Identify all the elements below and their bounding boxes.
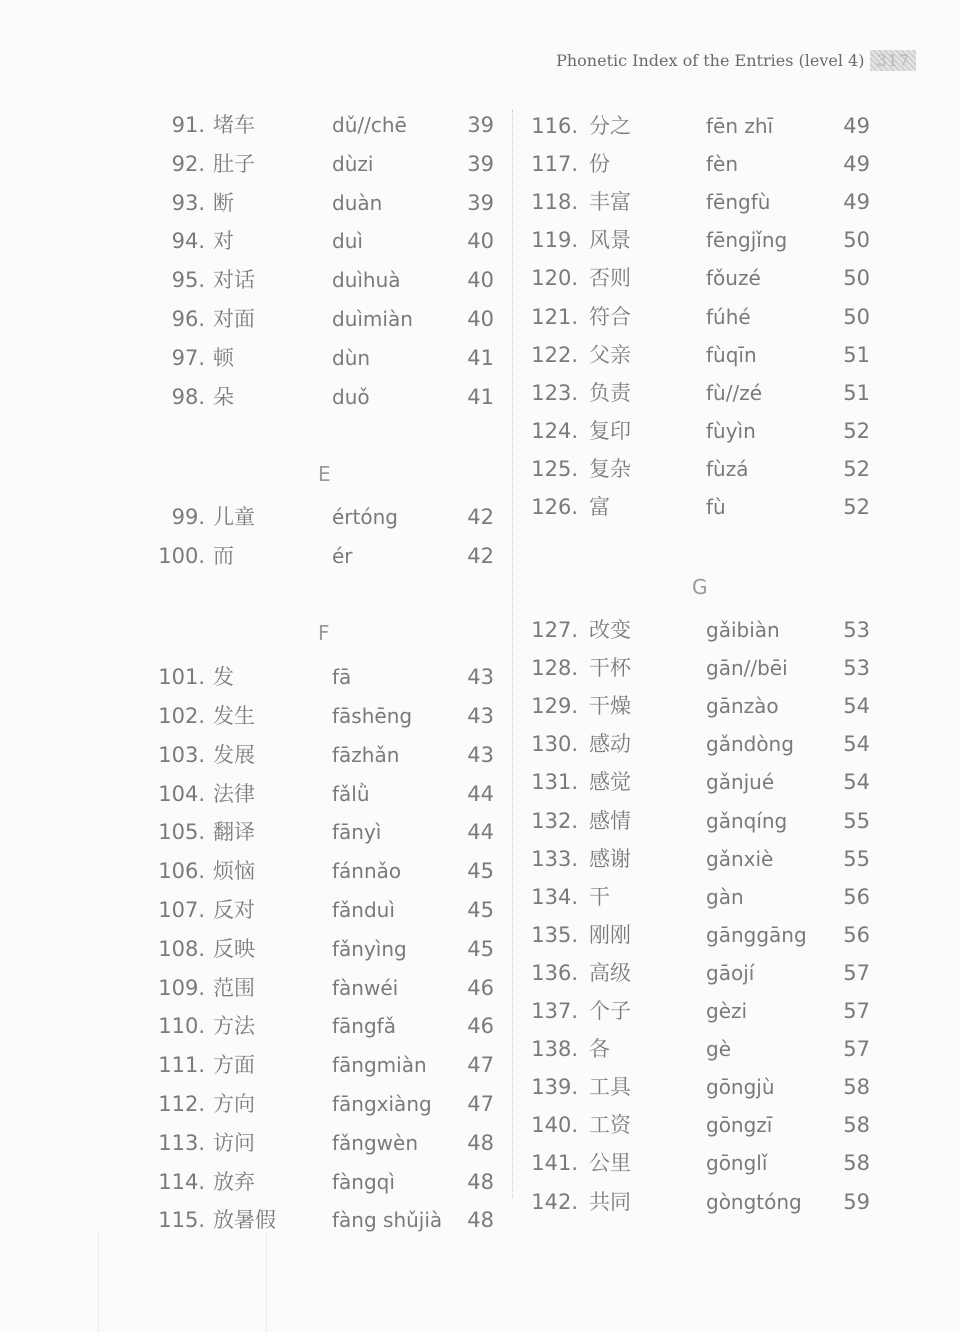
index-entry xyxy=(0,806,960,836)
entry-hanzi: 感谢 xyxy=(589,846,631,871)
entry-hanzi: 放弃 xyxy=(213,1169,255,1194)
entry-page: 55 xyxy=(843,808,870,833)
entry-hanzi: 感情 xyxy=(589,808,631,833)
entry-hanzi: 父亲 xyxy=(589,342,631,367)
entry-page: 45 xyxy=(467,859,494,884)
entry-page: 39 xyxy=(467,113,494,137)
entry-hanzi: 符合 xyxy=(589,304,631,329)
entry-page: 44 xyxy=(467,820,494,845)
entry-number: 97. xyxy=(171,345,205,370)
entry-number: 92. xyxy=(171,151,205,176)
entry-number: 132. xyxy=(531,808,578,833)
entry-hanzi: 丰富 xyxy=(589,190,631,215)
entry-number: 105. xyxy=(158,820,205,845)
index-entry xyxy=(0,541,960,571)
entry-pinyin: fùzá xyxy=(706,456,749,481)
scan-mark xyxy=(266,1232,267,1332)
entry-pinyin: fēngjǐng xyxy=(706,228,788,253)
entry-number: 96. xyxy=(171,307,205,331)
entry-number: 139. xyxy=(531,1075,578,1100)
entry-hanzi: 对话 xyxy=(213,268,255,293)
entry-pinyin: fǎlǜ xyxy=(332,781,370,806)
entry-page: 50 xyxy=(843,266,870,291)
entry-number: 100. xyxy=(158,544,205,569)
entry-pinyin: gānzào xyxy=(706,694,779,719)
index-entry xyxy=(0,302,960,332)
entry-pinyin: duì xyxy=(332,229,363,254)
entry-hanzi: 否则 xyxy=(589,266,631,291)
index-entry xyxy=(0,691,960,721)
page-number: 317 xyxy=(870,50,916,71)
index-entry xyxy=(0,416,960,446)
entry-hanzi: 公里 xyxy=(589,1151,631,1176)
entry-page: 52 xyxy=(843,418,870,443)
entry-number: 112. xyxy=(158,1091,205,1116)
entry-page: 41 xyxy=(467,384,494,409)
entry-page: 55 xyxy=(843,846,870,871)
entry-hanzi: 访问 xyxy=(213,1130,255,1155)
entry-page: 54 xyxy=(843,732,870,757)
entry-pinyin: értóng xyxy=(332,505,398,530)
entry-page: 43 xyxy=(467,742,494,767)
entry-page: 47 xyxy=(467,1091,494,1116)
entry-pinyin: fùyìn xyxy=(706,418,756,443)
entry-pinyin: gānggāng xyxy=(706,922,807,947)
entry-page: 42 xyxy=(467,505,494,530)
entry-pinyin: fāngxiàng xyxy=(332,1091,432,1116)
entry-page: 58 xyxy=(843,1113,870,1138)
entry-page: 57 xyxy=(843,1037,870,1062)
index-entry xyxy=(0,1110,960,1140)
entry-hanzi: 发展 xyxy=(213,742,255,767)
entry-pinyin: fāzhǎn xyxy=(332,742,400,767)
running-header-title: Phonetic Index of the Entries (level 4) xyxy=(556,51,865,70)
entry-pinyin: fánnǎo xyxy=(332,859,402,884)
entry-number: 108. xyxy=(158,936,205,961)
index-entry xyxy=(0,378,960,408)
entry-page: 49 xyxy=(843,152,870,177)
entry-pinyin: duǒ xyxy=(332,384,370,409)
entry-number: 119. xyxy=(531,228,578,253)
entry-page: 56 xyxy=(843,922,870,947)
entry-number: 128. xyxy=(531,656,578,681)
entry-number: 99. xyxy=(171,505,205,530)
entry-page: 44 xyxy=(467,781,494,806)
entry-number: 94. xyxy=(171,229,205,254)
entry-hanzi: 发生 xyxy=(213,703,255,728)
entry-pinyin: gǎndòng xyxy=(706,732,794,757)
entry-pinyin: fāshēng xyxy=(332,703,413,728)
entry-pinyin: gòngtóng xyxy=(706,1189,802,1214)
entry-number: 109. xyxy=(158,975,205,1000)
entry-hanzi: 改变 xyxy=(589,618,631,643)
entry-hanzi: 份 xyxy=(589,152,610,177)
index-entry xyxy=(0,767,960,797)
entry-number: 102. xyxy=(158,703,205,728)
entry-page: 41 xyxy=(467,345,494,370)
index-entry xyxy=(0,454,960,484)
entry-number: 135. xyxy=(531,922,578,947)
entry-pinyin: fǎnyìng xyxy=(332,936,407,961)
index-entry xyxy=(0,844,960,874)
entry-page: 40 xyxy=(467,268,494,293)
entry-pinyin: fàng shǔjià xyxy=(332,1208,443,1233)
entry-hanzi: 各 xyxy=(589,1037,610,1062)
entry-hanzi: 朵 xyxy=(213,384,234,409)
entry-number: 95. xyxy=(171,268,205,293)
index-entry xyxy=(0,1187,960,1217)
entry-hanzi: 而 xyxy=(213,544,234,569)
entry-number: 98. xyxy=(171,384,205,409)
entry-page: 54 xyxy=(843,694,870,719)
entry-page: 46 xyxy=(467,975,494,1000)
entry-number: 115. xyxy=(158,1208,205,1233)
entry-page: 47 xyxy=(467,1053,494,1078)
entry-hanzi: 干燥 xyxy=(589,694,631,719)
entry-hanzi: 方向 xyxy=(213,1091,255,1116)
entry-number: 114. xyxy=(158,1169,205,1194)
entry-page: 53 xyxy=(843,656,870,681)
entry-pinyin: gān//bēi xyxy=(706,656,788,681)
entry-page: 59 xyxy=(843,1189,870,1214)
entry-pinyin: fàngqì xyxy=(332,1169,395,1194)
entry-number: 107. xyxy=(158,897,205,922)
entry-page: 45 xyxy=(467,936,494,961)
entry-number: 138. xyxy=(531,1037,578,1062)
entry-page: 48 xyxy=(467,1169,494,1194)
index-entry xyxy=(0,340,960,370)
index-entry xyxy=(0,263,960,293)
entry-page: 54 xyxy=(843,770,870,795)
entry-hanzi: 干杯 xyxy=(589,656,631,681)
entry-number: 113. xyxy=(158,1130,205,1155)
entry-pinyin: gōnglǐ xyxy=(706,1151,768,1176)
entry-hanzi: 感觉 xyxy=(589,770,631,795)
entry-hanzi: 刚刚 xyxy=(589,922,631,947)
entry-number: 120. xyxy=(531,266,578,291)
entry-hanzi: 风景 xyxy=(589,228,631,253)
entry-hanzi: 范围 xyxy=(213,975,255,1000)
entry-hanzi: 儿童 xyxy=(213,505,255,530)
entry-page: 50 xyxy=(843,304,870,329)
entry-number: 126. xyxy=(531,495,578,519)
entry-number: 122. xyxy=(531,342,578,367)
entry-pinyin: fǒuzé xyxy=(706,266,761,291)
entry-number: 129. xyxy=(531,694,578,719)
entry-pinyin: gàn xyxy=(706,884,744,909)
entry-page: 39 xyxy=(467,190,494,215)
entry-hanzi: 对 xyxy=(213,229,234,254)
entry-hanzi: 反映 xyxy=(213,936,255,961)
section-letter: F xyxy=(318,621,330,646)
entry-page: 48 xyxy=(467,1208,494,1233)
entry-pinyin: fèn xyxy=(706,152,739,177)
entry-page: 39 xyxy=(467,151,494,176)
index-entry xyxy=(0,225,960,255)
entry-page: 51 xyxy=(843,380,870,405)
entry-pinyin: dǔ//chē xyxy=(332,113,407,137)
entry-page: 56 xyxy=(843,884,870,909)
entry-number: 101. xyxy=(158,665,205,690)
entry-pinyin: ér xyxy=(332,544,353,569)
entry-number: 93. xyxy=(171,190,205,215)
entry-hanzi: 复杂 xyxy=(589,456,631,481)
index-entry xyxy=(0,1072,960,1102)
entry-hanzi: 翻译 xyxy=(213,820,255,845)
entry-number: 125. xyxy=(531,456,578,481)
entry-hanzi: 分之 xyxy=(589,114,631,138)
entry-hanzi: 高级 xyxy=(589,960,631,985)
entry-page: 49 xyxy=(843,114,870,138)
entry-page: 40 xyxy=(467,229,494,254)
entry-pinyin: gǎnqíng xyxy=(706,808,788,833)
entry-page: 49 xyxy=(843,190,870,215)
entry-number: 116. xyxy=(531,114,578,138)
index-entry xyxy=(0,149,960,179)
entry-pinyin: duìmiàn xyxy=(332,307,413,331)
entry-pinyin: duìhuà xyxy=(332,268,401,293)
entry-pinyin: duàn xyxy=(332,190,383,215)
entry-pinyin: gè xyxy=(706,1037,731,1062)
entry-pinyin: gèzi xyxy=(706,999,748,1024)
entry-number: 133. xyxy=(531,846,578,871)
entry-hanzi: 断 xyxy=(213,190,234,215)
entry-page: 51 xyxy=(843,342,870,367)
index-entry xyxy=(0,653,960,683)
entry-pinyin: gōngjù xyxy=(706,1075,775,1100)
entry-hanzi: 干 xyxy=(589,884,610,909)
entry-page: 46 xyxy=(467,1014,494,1039)
entry-pinyin: fǎnduì xyxy=(332,897,395,922)
entry-pinyin: fā xyxy=(332,665,352,690)
entry-page: 53 xyxy=(843,618,870,643)
entry-number: 134. xyxy=(531,884,578,909)
entry-pinyin: fù xyxy=(706,495,726,519)
entry-number: 142. xyxy=(531,1189,578,1214)
entry-pinyin: fāngfǎ xyxy=(332,1014,396,1039)
entry-page: 43 xyxy=(467,665,494,690)
entry-hanzi: 发 xyxy=(213,665,234,690)
entry-page: 52 xyxy=(843,456,870,481)
entry-pinyin: gǎnjué xyxy=(706,770,775,795)
entry-number: 141. xyxy=(531,1151,578,1176)
entry-hanzi: 工具 xyxy=(589,1075,631,1100)
entry-pinyin: gǎnxiè xyxy=(706,846,774,871)
entry-hanzi: 堵车 xyxy=(213,113,255,137)
entry-pinyin: fēn zhī xyxy=(706,114,774,138)
entry-number: 110. xyxy=(158,1014,205,1039)
entry-number: 123. xyxy=(531,380,578,405)
section-letter: E xyxy=(318,461,331,486)
entry-page: 58 xyxy=(843,1075,870,1100)
entry-hanzi: 对面 xyxy=(213,307,255,331)
index-entry xyxy=(0,492,960,522)
entry-number: 111. xyxy=(158,1053,205,1078)
index-entry xyxy=(0,1034,960,1064)
entry-hanzi: 复印 xyxy=(589,418,631,443)
entry-pinyin: gōngzī xyxy=(706,1113,773,1138)
entry-pinyin: fāngmiàn xyxy=(332,1053,427,1078)
entry-page: 48 xyxy=(467,1130,494,1155)
index-entry xyxy=(0,920,960,950)
index-entry xyxy=(0,111,960,141)
entry-number: 106. xyxy=(158,859,205,884)
entry-pinyin: gǎibiàn xyxy=(706,618,780,643)
entry-pinyin: fēngfù xyxy=(706,190,771,215)
entry-number: 131. xyxy=(531,770,578,795)
entry-number: 127. xyxy=(531,618,578,643)
index-entry xyxy=(0,1148,960,1178)
entry-pinyin: fúhé xyxy=(706,304,751,329)
index-entry xyxy=(0,615,960,645)
entry-number: 103. xyxy=(158,742,205,767)
index-entry xyxy=(0,996,960,1026)
entry-pinyin: fùqīn xyxy=(706,342,757,367)
entry-number: 140. xyxy=(531,1113,578,1138)
entry-pinyin: gāojí xyxy=(706,960,755,985)
entry-hanzi: 方面 xyxy=(213,1053,255,1078)
entry-hanzi: 反对 xyxy=(213,897,255,922)
entry-hanzi: 共同 xyxy=(589,1189,631,1214)
entry-hanzi: 顿 xyxy=(213,345,234,370)
entry-pinyin: fānyì xyxy=(332,820,382,845)
entry-hanzi: 法律 xyxy=(213,781,255,806)
entry-pinyin: dùn xyxy=(332,345,371,370)
index-entry xyxy=(0,729,960,759)
entry-number: 137. xyxy=(531,999,578,1024)
index-entry xyxy=(0,187,960,217)
entry-page: 58 xyxy=(843,1151,870,1176)
entry-page: 52 xyxy=(843,495,870,519)
entry-number: 104. xyxy=(158,781,205,806)
entry-page: 40 xyxy=(467,307,494,331)
entry-hanzi: 放暑假 xyxy=(213,1208,276,1233)
index-entry xyxy=(0,882,960,912)
entry-hanzi: 负责 xyxy=(589,380,631,405)
entry-hanzi: 感动 xyxy=(589,732,631,757)
entry-page: 42 xyxy=(467,544,494,569)
entry-page: 45 xyxy=(467,897,494,922)
entry-page: 50 xyxy=(843,228,870,253)
entry-hanzi: 肚子 xyxy=(213,151,255,176)
entry-pinyin: fǎngwèn xyxy=(332,1130,419,1155)
entry-pinyin: fànwéi xyxy=(332,975,399,1000)
entry-number: 91. xyxy=(171,113,205,137)
entry-number: 136. xyxy=(531,960,578,985)
entry-hanzi: 烦恼 xyxy=(213,859,255,884)
entry-number: 121. xyxy=(531,304,578,329)
entry-page: 57 xyxy=(843,960,870,985)
section-letter: G xyxy=(692,575,708,600)
page-header xyxy=(556,50,916,71)
entry-page: 57 xyxy=(843,999,870,1024)
entry-hanzi: 工资 xyxy=(589,1113,631,1138)
entry-number: 124. xyxy=(531,418,578,443)
entry-hanzi: 方法 xyxy=(213,1014,255,1039)
entry-number: 117. xyxy=(531,152,578,177)
entry-hanzi: 富 xyxy=(589,495,610,519)
index-entry xyxy=(0,958,960,988)
entry-hanzi: 个子 xyxy=(589,999,631,1024)
entry-pinyin: fù//zé xyxy=(706,380,762,405)
entry-number: 130. xyxy=(531,732,578,757)
entry-page: 43 xyxy=(467,703,494,728)
scan-mark xyxy=(98,1232,99,1332)
entry-number: 118. xyxy=(531,190,578,215)
entry-pinyin: dùzi xyxy=(332,151,374,176)
